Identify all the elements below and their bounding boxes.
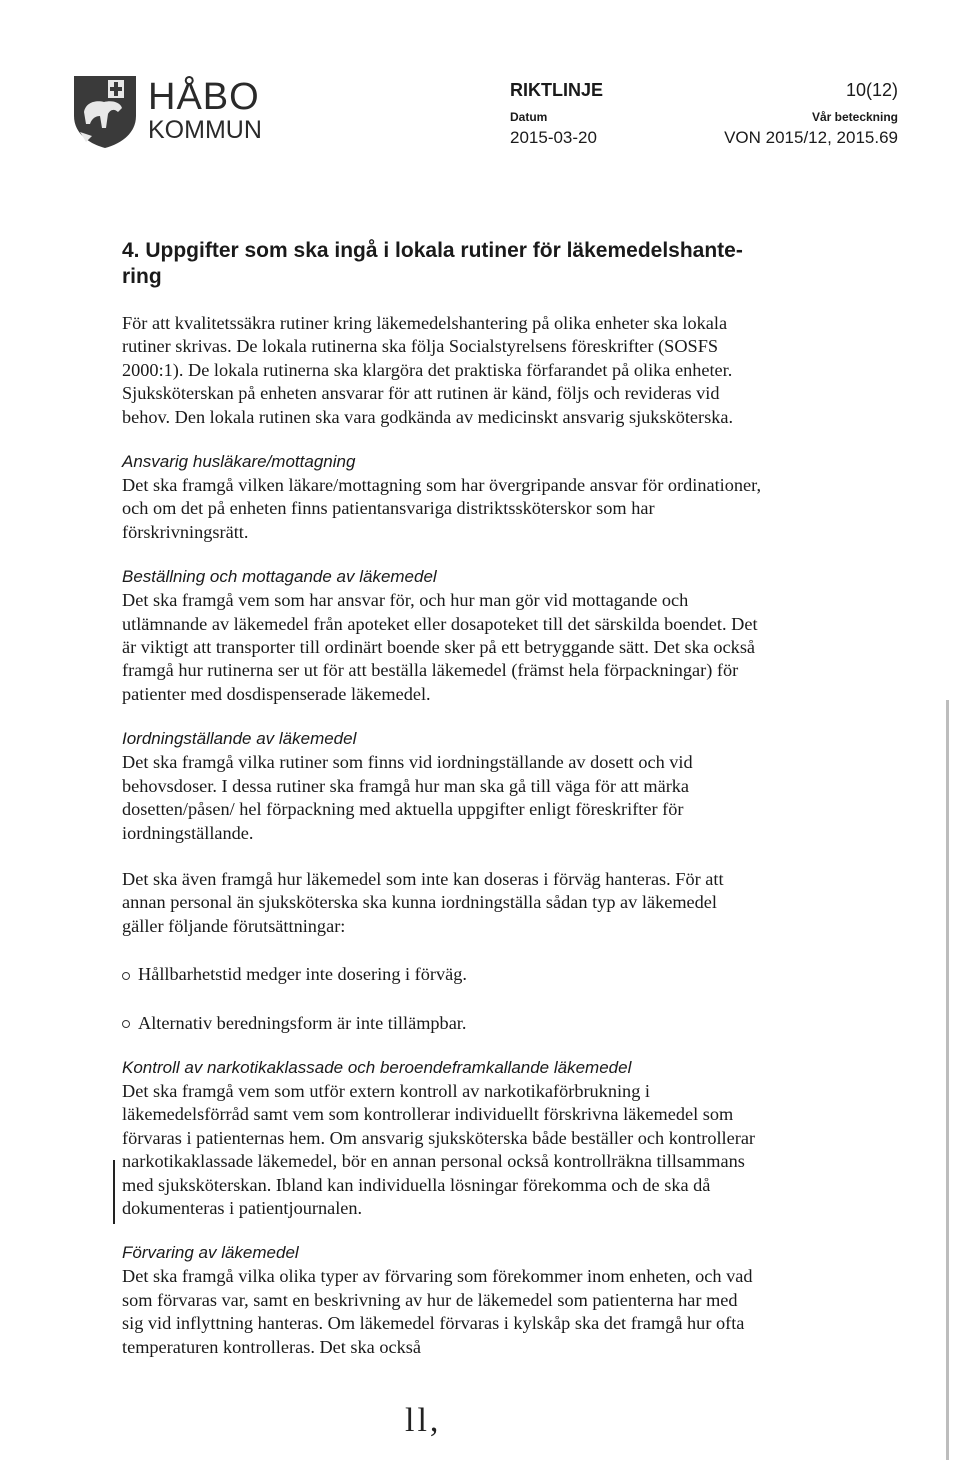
- section-preparation: [122, 727, 762, 1035]
- page-number: 10(12): [845, 80, 898, 100]
- section-body: Det ska framgå vilka rutiner som finns vid iordningställande av dosett och vid behovsdoser. I dessa rutiner ska framgå hur man ska gå till väga för att märka dosetten/påsen/ hel förpackning med aktuella uppgifter enligt föreskrifter för iordningställande.: [122, 752, 693, 843]
- section-body: Det ska framgå vem som utför extern kontroll av narkotikaförbrukning i läkemedelsförråd samt vem som kontrollerar individuellt förskrivna läkemedel som förvaras i patienternas hem. Om ansvarig sjuksköterska både beställer och kontrollerar narkotikaklassade läkemedel, bör en annan personal också kontrollräkna tillsammans med sjuksköterskan. Ibland kan individuella lösningar förekomma och de ska då dokumenteras i patientjournalen.: [122, 1080, 756, 1218]
- section-heading: 4. Uppgifter som ska ingå i lokala rutiner för läkemedelshante-ring: [122, 239, 743, 288]
- list-item: [122, 963, 762, 986]
- section-title: Förvaring av läkemedel: [122, 1243, 299, 1263]
- list-item: [122, 1012, 762, 1035]
- section-title: Ansvarig husläkare/mottagning: [122, 452, 356, 472]
- handwritten-mark: ll,: [405, 1402, 442, 1439]
- bullet-icon: [122, 972, 130, 980]
- bullet-icon: [122, 1020, 130, 1028]
- habo-coat-of-arms-logo: [70, 72, 140, 150]
- section-title: Iordningställande av läkemedel: [122, 729, 357, 749]
- org-name-line2: KOMMUN: [148, 116, 262, 144]
- section-body: Det ska framgå vilka olika typer av förvaring som förekommer inom enheten, och vad som förvaras var, samt en beskrivning av hur de läkemedel som patienterna har med sig vid inflyttning hanteras. Om läkemedel förvaras i kylskåp ska det framgå hur ofta temperaturen kontrolleras. Det ska också: [122, 1266, 753, 1357]
- section-body-continued: Det ska även framgå hur läkemedel som inte kan doseras i förväg hanteras. För att annan personal än sjuksköterska ska kunna iordningställa sådan typ av läkemedel gäller följande förutsättningar:: [122, 868, 724, 936]
- date-label: Datum: [510, 110, 548, 124]
- reference-label: Vår beteckning: [811, 110, 898, 124]
- section-responsible-physician: [122, 450, 762, 544]
- section-body: Det ska framgå vem som har ansvar för, och hur man gör vid mottagande och utlämnande av läkemedel från apoteket eller dosapoteket till det särskilda boendet. Det är viktigt att transporter till ordinärt boende sker på ett betryggande sätt. Det ska också framgå hur rutinerna ser ut för att beställa läkemedel (främst hela förpackningar) för patienter med dosdispenserade läkemedel.: [122, 590, 758, 704]
- intro-paragraph: För att kvalitetssäkra rutiner kring läkemedelshantering på olika enheter ska lokala rutiner skrivas. De lokala rutinerna ska följa Socialstyrelsens föreskrifter (SOSFS 2000:1). De lokala rutinerna ska klargöra det praktiska förfarandet på olika enheter. Sjuksköterskan på enheten ansvarar för att rutinen är känd, följs och revideras vid behov. Den lokala rutinen ska vara godkända av medicinskt ansvarig sjuksköterska.: [122, 313, 734, 427]
- date-value: 2015-03-20: [510, 128, 597, 147]
- list-item-text: Alternativ beredningsform är inte tillämpbar.: [138, 1012, 467, 1033]
- section-storage: [122, 1241, 762, 1359]
- scan-edge-line: [946, 700, 949, 1460]
- section-body: Det ska framgå vilken läkare/mottagning som har övergripande ansvar för ordinationer, och om det på enheten finns patientansvariga distriktssköterskor som har förskrivningsrätt.: [122, 475, 762, 542]
- document-body: [122, 238, 762, 1359]
- list-item-text: Hållbarhetstid medger inte dosering i förväg.: [138, 964, 467, 985]
- org-name-line1: HÅBO: [148, 76, 260, 118]
- section-narcotics-control: [122, 1056, 762, 1220]
- document-type: RIKTLINJE: [510, 80, 604, 100]
- margin-change-bar: [113, 1160, 115, 1224]
- section-title: Kontroll av narkotikaklassade och beroendeframkallande läkemedel: [122, 1057, 632, 1077]
- reference-value: VON 2015/12, 2015.69: [724, 128, 898, 147]
- section-ordering-receiving: [122, 565, 762, 706]
- organization-name: [148, 78, 262, 144]
- section-title: Beställning och mottagande av läkemedel: [122, 567, 437, 587]
